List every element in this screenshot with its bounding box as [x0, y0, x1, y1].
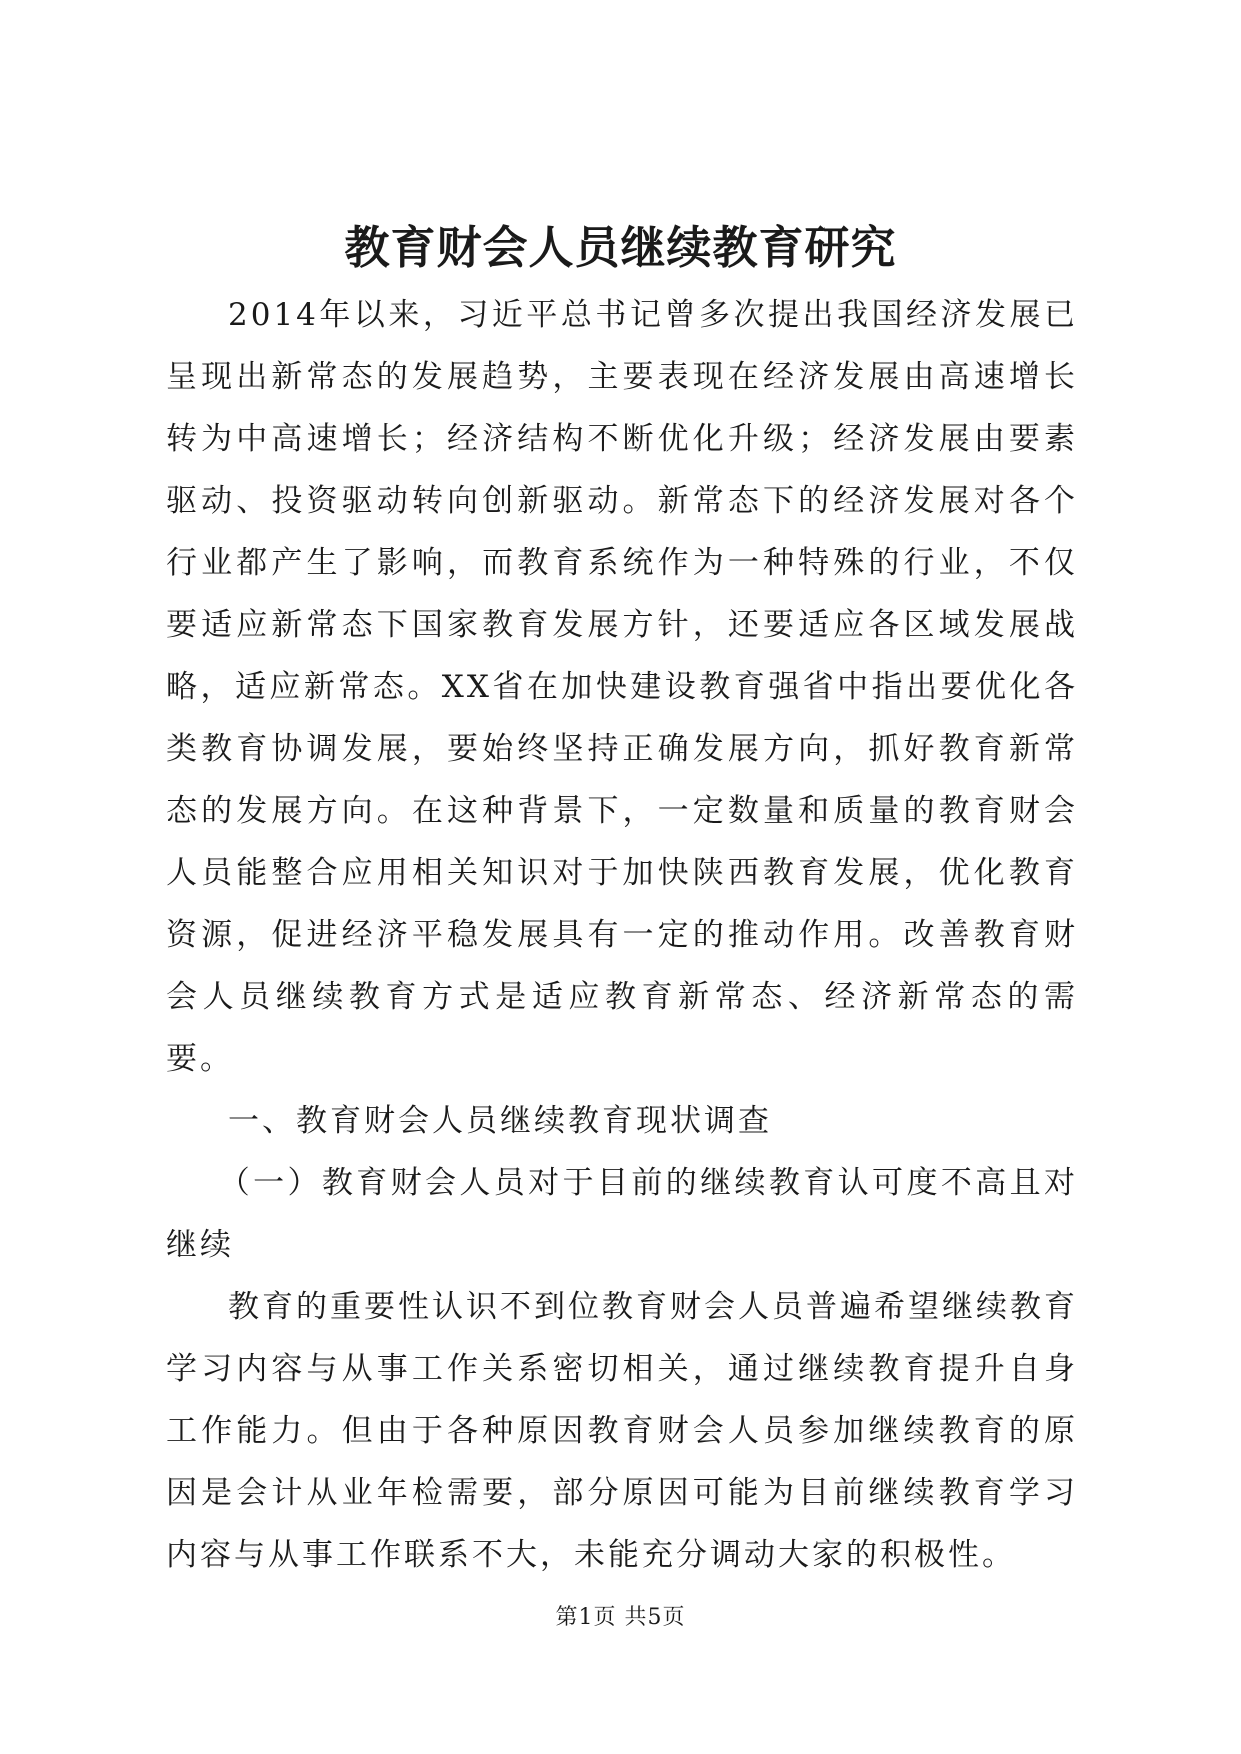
document-title: 教育财会人员继续教育研究 [344, 221, 897, 274]
document-body [166, 284, 1078, 1586]
page-footer: 第1页 共5页 [555, 1605, 686, 1630]
section-heading: 一、教育财会人员继续教育现状调查 [228, 1103, 772, 1139]
body-paragraph: 教育的重要性认识不到位教育财会人员普遍希望继续教育学习内容与从事工作关系密切相关，通过继续教育提升自身工作能力。但由于各种原因教育财会人员参加继续教育的原因是会计从业年检需要，部分原因可能为目前继续教育学习内容与从事工作联系不大，未能充分调动大家的积极性。 [166, 1289, 1078, 1573]
subsection-heading: （一）教育财会人员对于目前的继续教育认可度不高且对继续 [166, 1165, 1078, 1263]
intro-paragraph: 2014年以来，习近平总书记曾多次提出我国经济发展已呈现出新常态的发展趋势，主要表现在经济发展由高速增长转为中高速增长；经济结构不断优化升级；经济发展由要素驱动、投资驱动转向创新驱动。新常态下的经济发展对各个行业都产生了影响，而教育系统作为一种特殊的行业，不仅要适应新常态下国家教育发展方针，还要适应各区域发展战略，适应新常态。XX省在加快建设教育强省中指出要优化各类教育协调发展，要始终坚持正确发展方向，抓好教育新常态的发展方向。在这种背景下，一定数量和质量的教育财会人员能整合应用相关知识对于加快陕西教育发展，优化教育资源，促进经济平稳发展具有一定的推动作用。改善教育财会人员继续教育方式是适应教育新常态、经济新常态的需要。 [166, 297, 1078, 1077]
